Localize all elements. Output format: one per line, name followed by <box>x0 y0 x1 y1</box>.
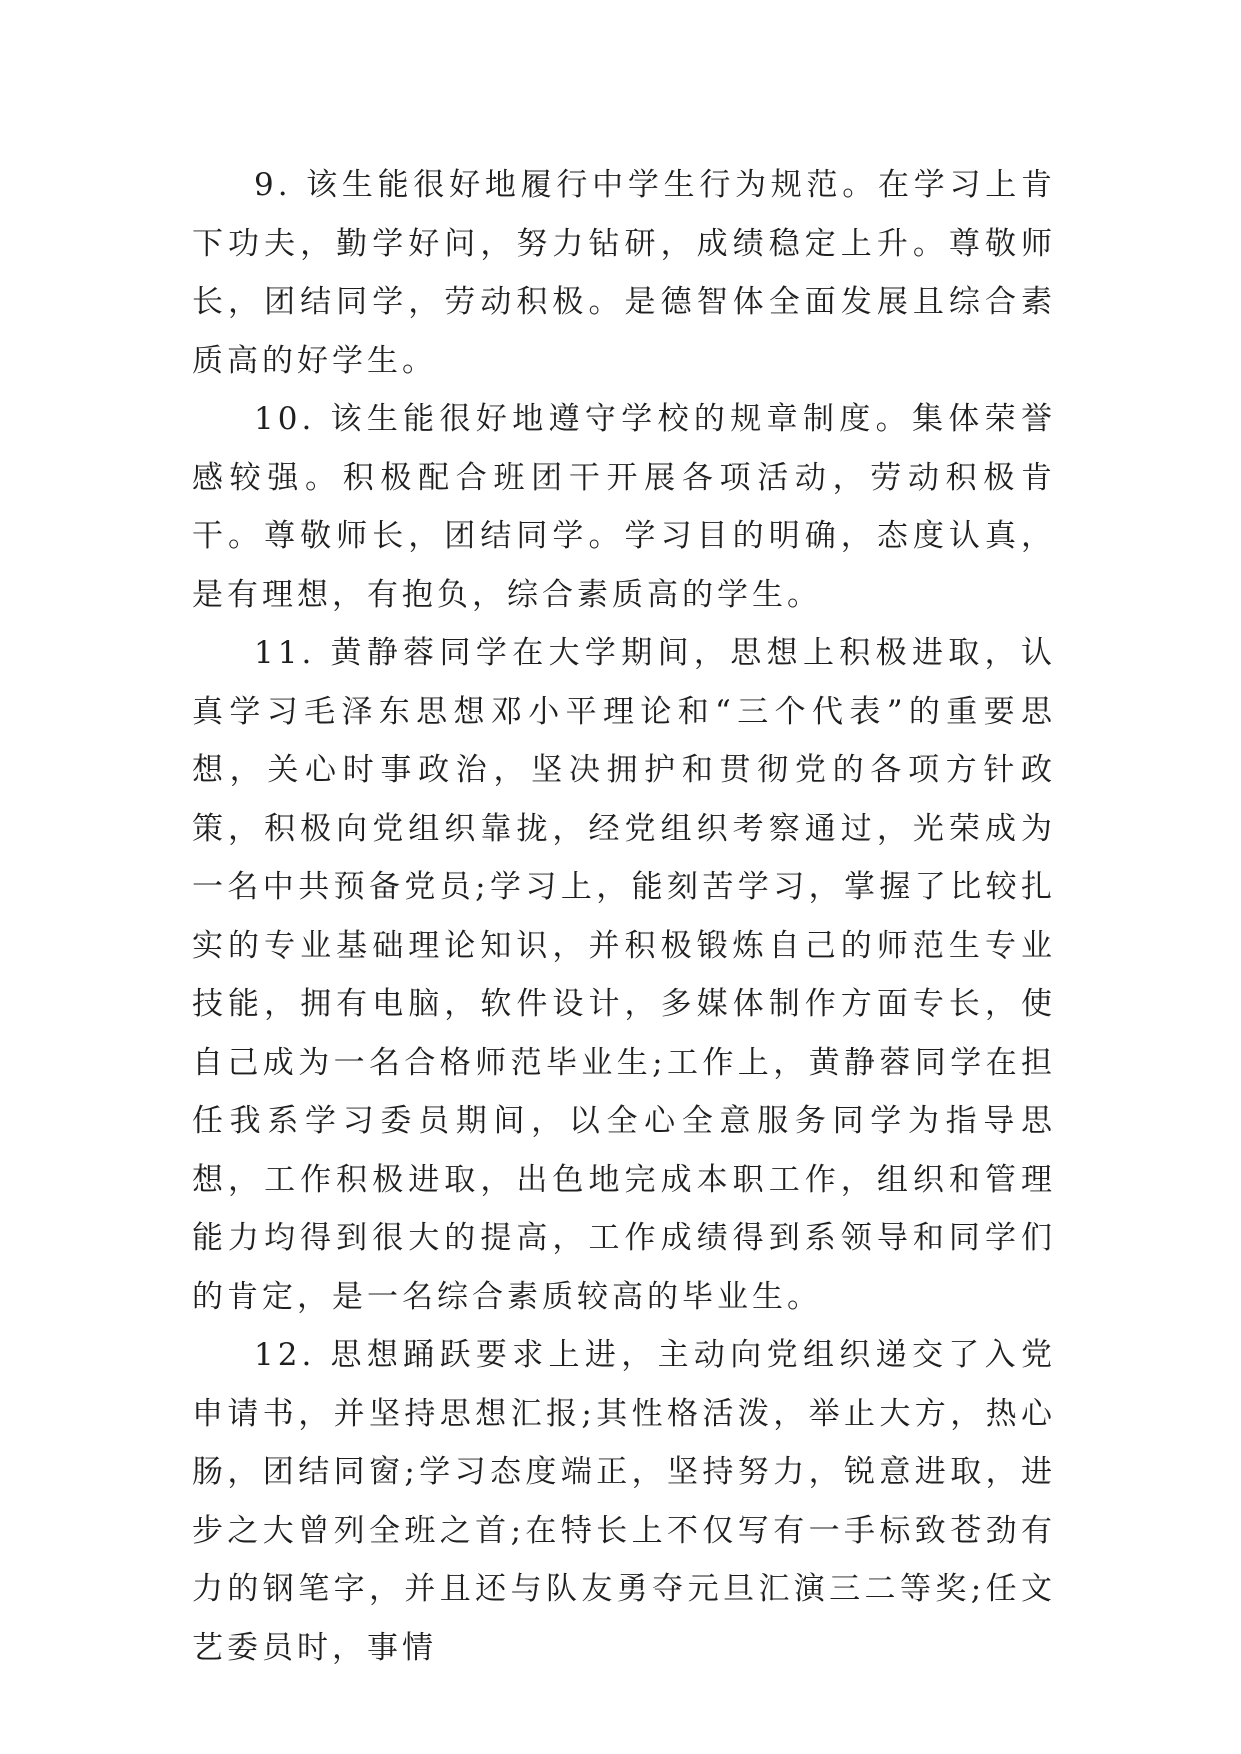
paragraph-10: 10. 该生能很好地遵守学校的规章制度。集体荣誉感较强。积极配合班团干开展各项活动，劳动积极肯干。尊敬师长，团结同学。学习目的明确，态度认真，是有理想，有抱负，综合素质高的学生。 <box>192 401 1056 613</box>
paragraph-12: 12. 思想踊跃要求上进，主动向党组织递交了入党申请书，并坚持思想汇报;其性格活泼，举止大方，热心肠，团结同窗;学习态度端正，坚持努力，锐意进取，进步之大曾列全班之首;在特长上不仅写有一手标致苍劲有力的钢笔字，并且还与队友勇夺元旦汇演三二等奖;任文艺委员时，事情 <box>192 1337 1056 1666</box>
paragraph-9: 9. 该生能很好地履行中学生行为规范。在学习上肯下功夫，勤学好问，努力钻研，成绩稳定上升。尊敬师长，团结同学，劳动积极。是德智体全面发展且综合素质高的好学生。 <box>192 167 1056 379</box>
paragraph-11: 11. 黄静蓉同学在大学期间，思想上积极进取，认真学习毛泽东思想邓小平理论和“三个代表”的重要思想，关心时事政治，坚决拥护和贯彻党的各项方针政策，积极向党组织靠拢，经党组织考察通过，光荣成为一名中共预备党员;学习上，能刻苦学习，掌握了比较扎实的专业基础理论知识，并积极锻炼自己的师范生专业技能，拥有电脑，软件设计，多媒体制作方面专长，使自己成为一名合格师范毕业生;工作上，黄静蓉同学在担任我系学习委员期间，以全心全意服务同学为指导思想，工作积极进取，出色地完成本职工作，组织和管理能力均得到很大的提高，工作成绩得到系领导和同学们的肯定，是一名综合素质较高的毕业生。 <box>192 635 1056 1315</box>
document-body <box>192 156 1056 1677</box>
